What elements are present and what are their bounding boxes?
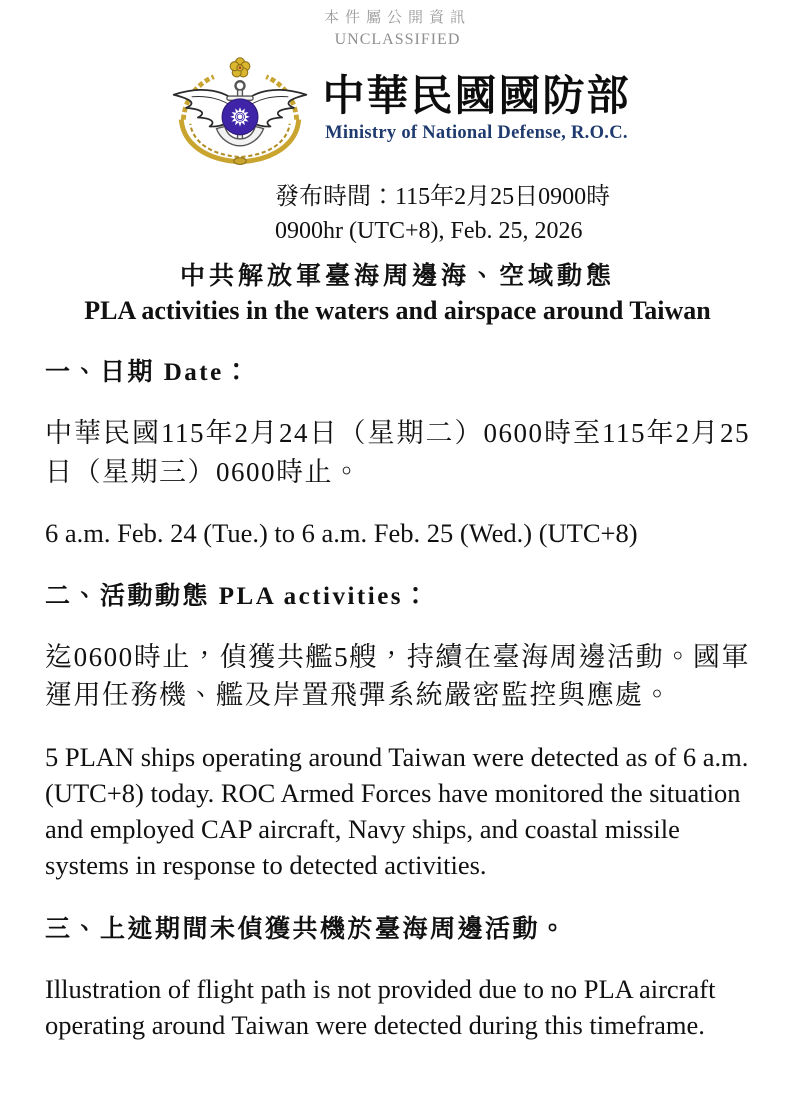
document-title-block	[45, 260, 750, 328]
classification-cjk: 本件屬公開資訊	[323, 10, 471, 26]
classification-en: UNCLASSIFIED	[334, 30, 461, 48]
section-activities-heading: 二、活動動態 PLA activities：	[45, 583, 431, 611]
release-time-en: 0900hr (UTC+8), Feb. 25, 2026	[275, 217, 583, 244]
section-activities-body-en: 5 PLAN ships operating around Taiwan were detected as of 6 a.m. (UTC+8) today. ROC Armed Forces have monitored the situation and employed CAP aircraft, Navy ships, and coastal missile systems in response to detected activities.	[45, 741, 749, 881]
section-no-aircraft-body-en: Illustration of flight path is not provided due to no PLA aircraft operating around Taiwan were detected during this timeframe.	[45, 973, 716, 1040]
roc-mnd-emblem-icon	[164, 52, 316, 172]
classification-banner	[45, 8, 750, 50]
release-time-cjk: 發布時間：115年2月25日0900時	[275, 183, 611, 210]
ministry-title-block	[322, 73, 630, 150]
section-no-aircraft	[45, 913, 750, 1043]
section-date-body-en: 6 a.m. Feb. 24 (Tue.) to 6 a.m. Feb. 25 (Wed.) (UTC+8)	[45, 517, 638, 548]
section-activities-body-cjk: 迄0600時止，偵獲共艦5艘，持續在臺海周邊活動。國軍運用任務機、艦及岸置飛彈系統嚴密監控與應處。	[45, 641, 750, 711]
section-activities	[45, 580, 750, 884]
release-time-block	[275, 180, 750, 248]
document-title-cjk: 中共解放軍臺海周邊海、空域動態	[179, 262, 615, 290]
ministry-name-cjk: 中華民國國防部	[322, 74, 631, 121]
section-date-heading: 一、日期 Date：	[45, 359, 252, 387]
section-date-body-cjk: 中華民國115年2月24日（星期二）0600時至115年2月25日（星期三）0600時止。	[45, 418, 750, 487]
section-no-aircraft-heading: 三、上述期間未偵獲共機於臺海周邊活動。	[45, 915, 568, 943]
ministry-name-en: Ministry of National Defense, R.O.C.	[325, 123, 628, 144]
document-title-en: PLA activities in the waters and airspace around Taiwan	[84, 295, 711, 325]
ministry-header	[45, 52, 750, 172]
section-date	[45, 356, 750, 551]
